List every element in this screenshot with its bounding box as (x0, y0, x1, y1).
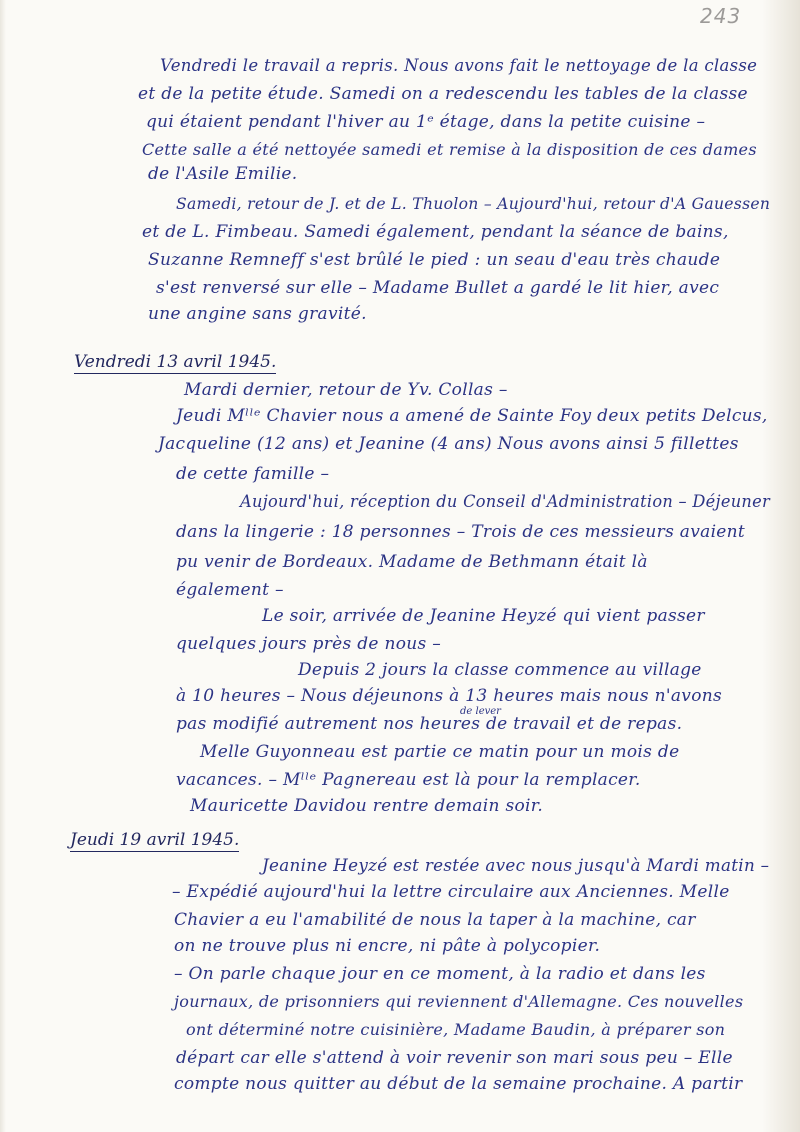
page-edge-shadow (762, 0, 800, 1132)
text-line: Vendredi le travail a repris. Nous avons fait le nettoyage de la classe (160, 56, 758, 75)
text-line: également – (176, 580, 284, 600)
text-line: pas modifié autrement nos heures de travail et de repas. (176, 714, 683, 734)
text-line: qui étaient pendant l'hiver au 1ᵉ étage, dans la petite cuisine – (146, 112, 706, 132)
text-line: Cette salle a été nettoyée samedi et remise à la disposition de ces dames (142, 140, 757, 159)
text-line: départ car elle s'attend à voir revenir son mari sous peu – Elle (176, 1048, 733, 1068)
text-line: Le soir, arrivée de Jeanine Heyzé qui vient passer (262, 606, 705, 626)
text-line: Depuis 2 jours la classe commence au village (298, 660, 702, 680)
text-line: – On parle chaque jour en ce moment, à la radio et dans les (174, 964, 706, 984)
text-line: Mardi dernier, retour de Yv. Collas – (184, 380, 508, 400)
text-line: journaux, de prisonniers qui reviennent d'Allemagne. Ces nouvelles (174, 992, 744, 1011)
entry-date-heading: Vendredi 13 avril 1945. (74, 352, 277, 372)
text-line: Jeanine Heyzé est restée avec nous jusqu'à Mardi matin – (262, 856, 770, 876)
text-line: – Expédié aujourd'hui la lettre circulaire aux Anciennes. Melle (172, 882, 730, 902)
text-line: Suzanne Remneff s'est brûlé le pied : un seau d'eau très chaude (148, 250, 721, 270)
binding-edge (0, 0, 6, 1132)
text-line: de cette famille – (176, 464, 330, 484)
interlinear-insertion: de lever (460, 706, 501, 717)
text-line: pu venir de Bordeaux. Madame de Bethmann était là (176, 552, 648, 572)
text-line: compte nous quitter au début de la semaine prochaine. A partir (174, 1074, 743, 1094)
entry-date-heading: Jeudi 19 avril 1945. (70, 830, 240, 850)
text-line: Aujourd'hui, réception du Conseil d'Administration – Déjeuner (240, 492, 771, 511)
text-line: Jeudi Mˡˡᵉ Chavier nous a amené de Sainte Foy deux petits Delcus, (176, 406, 768, 426)
text-line: Mauricette Davidou rentre demain soir. (190, 796, 544, 816)
text-line: et de L. Fimbeau. Samedi également, pendant la séance de bains, (142, 222, 729, 242)
text-line: à 10 heures – Nous déjeunons à 13 heures mais nous n'avons (176, 686, 723, 706)
text-line: on ne trouve plus ni encre, ni pâte à polycopier. (174, 936, 601, 956)
text-line: Samedi, retour de J. et de L. Thuolon – Aujourd'hui, retour d'A Gauessen (176, 194, 771, 213)
text-line: Melle Guyonneau est partie ce matin pour un mois de (200, 742, 680, 762)
text-line: une angine sans gravité. (148, 304, 367, 324)
text-line: ont déterminé notre cuisinière, Madame Baudin, à préparer son (186, 1020, 726, 1039)
text-line: s'est renversé sur elle – Madame Bullet a gardé le lit hier, avec (156, 278, 720, 298)
text-line: de l'Asile Emilie. (148, 164, 298, 184)
text-line: quelques jours près de nous – (176, 634, 442, 654)
text-line: vacances. – Mˡˡᵉ Pagnereau est là pour la remplacer. (176, 770, 641, 790)
text-line: et de la petite étude. Samedi on a redescendu les tables de la classe (138, 84, 748, 104)
text-line: dans la lingerie : 18 personnes – Trois de ces messieurs avaient (176, 522, 746, 542)
text-line: Jacqueline (12 ans) et Jeanine (4 ans) Nous avons ainsi 5 fillettes (158, 434, 739, 454)
page-number: 243 (700, 4, 742, 28)
text-line: Chavier a eu l'amabilité de nous la taper à la machine, car (174, 910, 696, 930)
